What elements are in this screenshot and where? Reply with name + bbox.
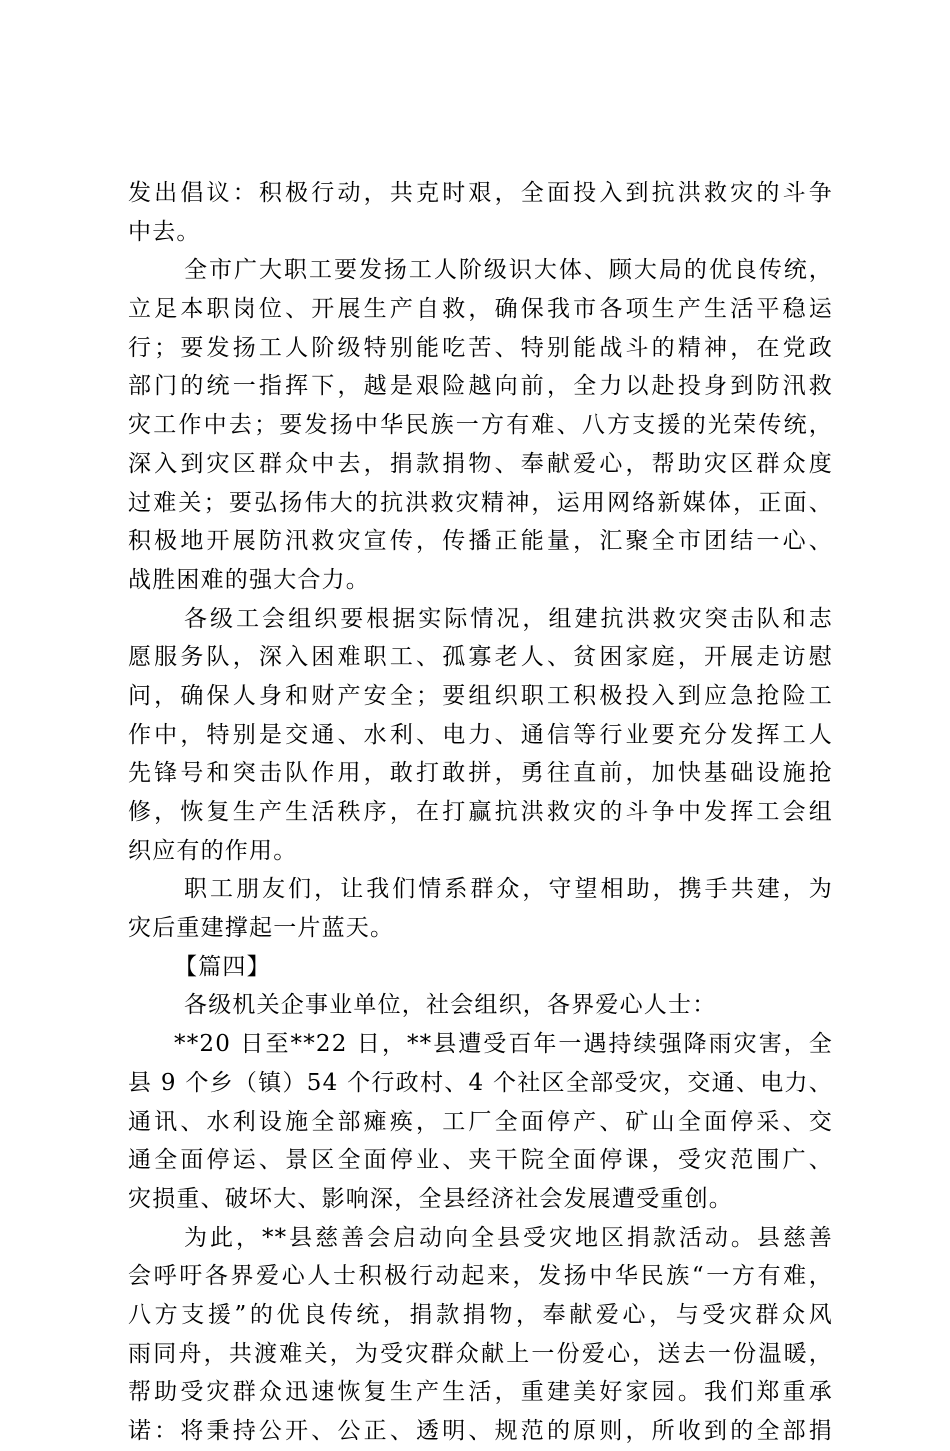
text-line: 各级工会组织要根据实际情况，组建抗洪救灾突击队和志 (184, 605, 833, 632)
text-line: 先锋号和突击队作用，敢打敢拼，勇往直前，加快基础设施抢 (128, 760, 833, 787)
text-line: 发出倡议：积极行动，共克时艰，全面投入到抗洪救灾的斗争 (128, 180, 833, 206)
text-line: 深入到灾区群众中去，捐款捐物、奉献爱心，帮助灾区群众度 (128, 450, 833, 477)
document-body (128, 174, 833, 1451)
text-line: 作中，特别是交通、水利、电力、通信等行业要充分发挥工人 (128, 721, 833, 748)
text-line: 【篇四】 (174, 953, 271, 980)
text-line: 修，恢复生产生活秩序，在打赢抗洪救灾的斗争中发挥工会组 (128, 799, 833, 825)
text-line: 通全面停运、景区全面停业、夹干院全面停课，受灾范围广、 (128, 1147, 833, 1174)
text-line: 行；要发扬工人阶级特别能吃苦、特别能战斗的精神，在党政 (128, 334, 833, 361)
text-line: 过难关；要弘扬伟大的抗洪救灾精神，运用网络新媒体，正面、 (128, 489, 833, 516)
text-line: 雨同舟，共渡难关，为受灾群众献上一份爱心，送去一份温暖， (128, 1340, 833, 1367)
text-line: 为此，**县慈善会启动向全县受灾地区捐款活动。县慈善 (184, 1224, 833, 1251)
text-line: 部门的统一指挥下，越是艰险越向前，全力以赴投身到防汛救 (128, 373, 833, 400)
text-line: 立足本职岗位、开展生产自救，确保我市各项生产生活平稳运 (128, 296, 833, 323)
text-line: 灾损重、破坏大、影响深，全县经济社会发展遭受重创。 (128, 1185, 733, 1212)
text-line: 八方支援”的优良传统，捐款捐物，奉献爱心，与受灾群众风 (128, 1301, 833, 1328)
text-line: 愿服务队，深入困难职工、孤寡老人、贫困家庭，开展走访慰 (128, 644, 833, 671)
text-line: 县 9 个乡（镇）54 个行政村、4 个社区全部受灾，交通、电力、 (128, 1069, 833, 1096)
text-line: 全市广大职工要发扬工人阶级识大体、顾大局的优良传统， (184, 257, 833, 284)
text-line: 问，确保人身和财产安全；要组织职工积极投入到应急抢险工 (128, 682, 833, 709)
text-line: 诺：将秉持公开、公正、透明、规范的原则，所收到的全部捐 (128, 1418, 833, 1444)
text-line: 帮助受灾群众迅速恢复生产生活，重建美好家园。我们郑重承 (128, 1379, 833, 1406)
text-line: 通讯、水利设施全部瘫痪，工厂全面停产、矿山全面停采、交 (128, 1108, 833, 1135)
text-line: 灾工作中去；要发扬中华民族一方有难、八方支援的光荣传统， (128, 412, 833, 439)
text-line: 织应有的作用。 (128, 837, 298, 864)
text-line: 各级机关企事业单位，社会组织，各界爱心人士： (184, 992, 717, 1019)
text-line: 中去。 (128, 218, 201, 245)
text-line: **20 日至**22 日，**县遭受百年一遇持续强降雨灾害，全 (174, 1031, 833, 1058)
text-line: 灾后重建撑起一片蓝天。 (128, 915, 395, 942)
text-line: 会呼吁各界爱心人士积极行动起来，发扬中华民族“一方有难， (128, 1263, 833, 1290)
text-line: 职工朋友们，让我们情系群众，守望相助，携手共建，为 (184, 876, 833, 903)
text-line: 战胜困难的强大合力。 (128, 566, 370, 593)
text-line: 积极地开展防汛救灾宣传，传播正能量，汇聚全市团结一心、 (128, 528, 833, 555)
